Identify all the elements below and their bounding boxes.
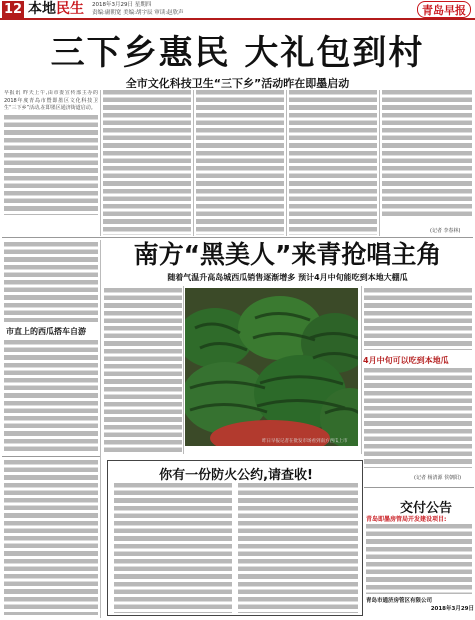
masthead-meta: [92, 1, 184, 17]
fire-safety-title: 你有一份防火公约,请查收!: [159, 468, 313, 483]
section-accent: 民生: [56, 1, 84, 17]
notice-text: [366, 524, 472, 594]
editors-line: 责编:庸朝宽 美编:胡宇辰 审读:赵欣声: [92, 10, 184, 16]
story1-text-col4: [289, 90, 377, 235]
story1-headline: 三下乡惠民 大礼包到村: [50, 33, 425, 73]
story1-byline: (记者 李春林): [430, 228, 461, 234]
column-divider: [379, 90, 380, 236]
notice-date: 2018年3月29日: [430, 606, 474, 612]
fire-safety-text-col2: [238, 483, 358, 613]
story2-subhead: 随着气温升高岛城西瓜销售逐渐增多 预计4月中旬能吃到本地大棚瓜: [167, 273, 408, 282]
masthead: [0, 0, 475, 20]
date-line: 2018年3月29日 星期四: [92, 2, 152, 8]
watermelon-photo: [185, 288, 358, 446]
fire-safety-text-col1: [114, 483, 232, 613]
story2-byline: (记者 杨清源 侯朝阳): [414, 475, 462, 481]
story1-text-col5: [382, 90, 472, 218]
watermelon-illustration: [185, 288, 358, 446]
newspaper-logo: 青岛早报: [417, 1, 471, 18]
story2-text-col-right-b: [364, 368, 472, 468]
column-divider: [286, 90, 287, 236]
story2-text-col-right-a: [364, 288, 472, 350]
left-column-subhead: 市直上的西瓜搭车自游: [6, 327, 86, 336]
story1-text-col2: [103, 90, 191, 235]
section-rule: [2, 237, 473, 238]
story2-text-col1: [104, 288, 182, 453]
column-divider: [100, 240, 101, 618]
notice-company: 青岛市通济房管区有限公司: [366, 598, 433, 604]
notice-label: 青岛即墨房管局开发建设项目:: [366, 516, 447, 523]
column-divider: [183, 286, 184, 454]
story1-text-col3: [196, 90, 284, 235]
section-prefix: 本地: [28, 1, 56, 17]
section-rule: [364, 487, 474, 488]
column-divider: [100, 90, 101, 236]
left-column-text-a: [4, 242, 98, 322]
notice-signature: [366, 597, 474, 613]
story1-subhead: 全市文化科技卫生“三下乡”活动昨在即墨启动: [125, 77, 350, 90]
column-divider: [361, 286, 362, 454]
section-rule: [2, 456, 100, 457]
section-name: [28, 1, 84, 18]
left-column-text-c: [4, 460, 98, 615]
notice-title: 交付公告: [400, 501, 453, 516]
story2-side-head: 4月中旬可以吃到本地瓜: [363, 356, 449, 365]
column-divider: [193, 90, 194, 236]
story1-lead: 早报讯 昨天上午,由市委宣传部主办的2018年度青岛市暨即墨区文化科技卫生“三下乡”活动,在即墨区通济街道启动。: [4, 90, 98, 112]
story1-text-col1: [4, 115, 98, 215]
fire-safety-box: [107, 460, 363, 616]
photo-caption: 昨日早报记者在批发市场看到南方西瓜上市: [262, 439, 348, 444]
page-number: 12: [3, 2, 23, 17]
story2-headline: 南方“黑美人”来青抢唱主角: [133, 240, 442, 269]
left-column-text-b: [4, 340, 98, 452]
